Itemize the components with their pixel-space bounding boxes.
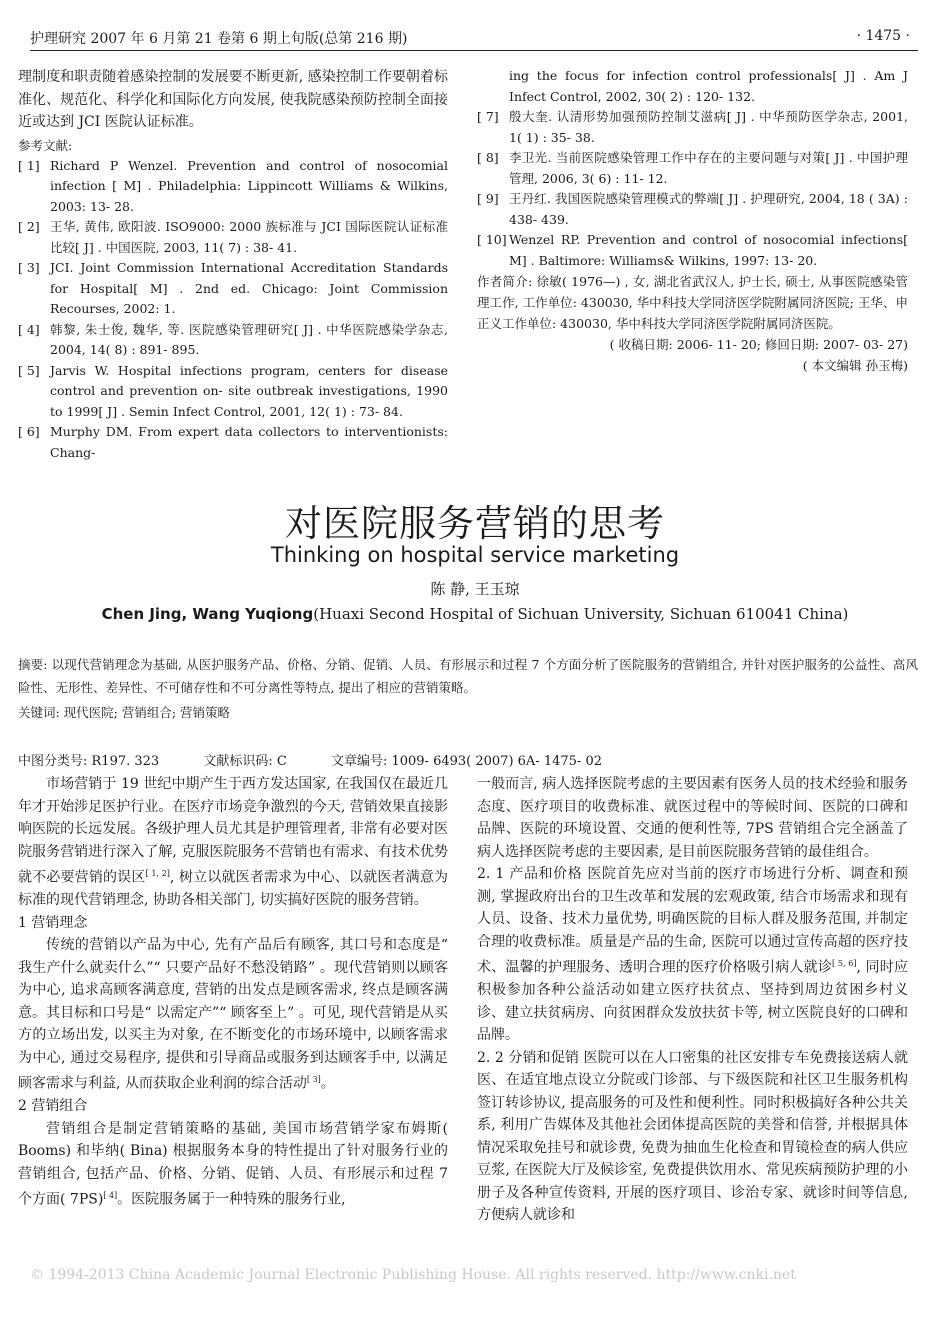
clc-number: 中图分类号: R197. 323 [18, 754, 160, 769]
editor-note: ( 本文编辑 孙玉梅) [802, 358, 908, 373]
received-dates: ( 收稿日期: 2006- 11- 20; 修回日期: 2007- 03- 27) [609, 337, 908, 352]
article-title-cn: 对医院服务营销的思考 [285, 502, 665, 545]
reference-item [477, 230, 908, 271]
reference-text: Richard P Wenzel. Prevention and control of nosocomial infection [ M] . Philadelphia: Lippincott Williams & Wilkins, 2003: 13- 28. [50, 157, 448, 214]
reference-text: ing the focus for infection control professionals[ J] . Am J Infect Control, 2002, 30( 2) : 120- 132. [509, 68, 908, 104]
reference-number: [ 1] [18, 157, 40, 173]
reference-number: [ 9] [477, 191, 499, 206]
paragraph [477, 863, 908, 1047]
reference-item [18, 361, 448, 423]
page-number: · 1475 · [856, 28, 910, 44]
abstract: 摘要: 以现代营销理念为基础, 从医护服务产品、价格、分销、促销、人员、有形展示和过程 7 个方面分析了医院服务的营销组合, 并针对医护服务的公益性、高风险性、无形性、差异性、不可储存性和不可分离性等特点, 提出了相应的营销策略。 [18, 657, 918, 695]
paragraph-text: 2. 1 产品和价格 医院首先应对当前的医疗市场进行分析、调查和预测, 掌握政府出台的卫生改革和发展的宏观政策, 结合市场需求和现有人员、设备、技术力量优势, 明确医院的目标人群及服务范围, 并制定合理的收费标准。质量是产品的生命, 医院可以通过宣传高超的医疗技术、温馨的护理服务、透明合理的医疗价格吸引病人就诊 [477, 866, 908, 976]
copyright-watermark: © 1994-2013 China Academic Journal Electronic Publishing House. All rights reserved. http://www.cnki.net [30, 1267, 796, 1283]
journal-header: 护理研究 2007 年 6 月第 21 卷第 6 期上旬版(总第 216 期) [30, 31, 408, 47]
article-title-en: Thinking on hospital service marketing [270, 543, 680, 567]
header-rule [30, 50, 918, 51]
body-right-column [477, 773, 908, 1227]
reference-item [18, 320, 448, 361]
reference-item [18, 422, 448, 463]
prev-article-right [477, 66, 908, 376]
reference-text: JCI. Joint Commission International Accreditation Standards for Hospital[ M] . 2nd ed. Chicago: Joint Commission Recourses, 2002: 1. [50, 260, 448, 316]
reference-number: [ 8] [477, 150, 499, 165]
authors-cn: 陈 静, 王玉琼 [430, 580, 520, 598]
body-left-column [18, 773, 448, 1211]
reference-text: 李卫光. 当前医院感染管理工作中存在的主要问题与对策[ J] . 中国护理管理, 2006, 3( 6) : 11- 12. [509, 150, 908, 186]
reference-continuation [477, 66, 908, 107]
paragraph [18, 773, 448, 912]
reference-item [477, 107, 908, 148]
reference-number: [ 3] [18, 260, 40, 275]
paragraph: 2. 2 分销和促销 医院可以在人口密集的社区安排专车免费接送病人就医、在适宜地点设立分院或门诊部、与下级医院和社区卫生服务机构签订转诊协议, 提高服务的可及性和便利性。同时积极搞好各种公共关系, 利用广告媒体及其他社会团体提高医院的美誉和信誉, 并根据具体情况采取免挂号和就诊费, 免费为抽血生化检查和胃镜检查的病人供应豆浆, 在医院大厅及候诊室, 免费提供饮用水、常见疾病预防护理的小册子及各种宣传资料, 开展的医疗项目、诊治专家、就诊时间等信息, 方便病人就诊和 [477, 1049, 908, 1224]
reference-text: Wenzel RP. Prevention and control of nosocomial infections[ M] . Baltimore: Williams& Wilkins, 1997: 13- 20. [509, 232, 908, 268]
document-code: 文献标识码: C [203, 754, 287, 769]
reference-number: [ 6] [18, 424, 40, 439]
paragraph: 一般而言, 病人选择医院考虑的主要因素有医务人员的技术经验和服务态度、医疗项目的收费标准、就医过程中的等候时间、医院的口碑和品牌、医院的环境设置、交通的便利性等, 7PS 营销组合完全涵盖了病人选择医院考虑的主要因素, 是目前医院服务营销的最佳组合。 [477, 776, 908, 860]
prev-article-tail: 理制度和职责随着感染控制的发展要不断更新, 感染控制工作要朝着标准化、规范化、科学化和国际化方向发展, 使我院感染预防控制全面接近或达到 JCI 医院认证标准。 [18, 69, 448, 130]
authors-affiliation [0, 605, 950, 623]
reference-number: [ 7] [477, 109, 499, 124]
paragraph-text: 传统的营销以产品为中心, 先有产品后有顾客, 其口号和态度是“ 我生产什么就卖什么”“ 只要产品好不愁没销路” 。现代营销则以顾客为中心, 追求高顾客满意度, 营销的出发点是顾客需求, 终点是顾客满意。其目标和口号是“ 以需定产”“ 顾客至上” 。可见, 现代营销是从买方的立场出发, 以买主为对象, 在不断变化的市场环境中, 以顾客需求为中心, 通过交易程序, 提供和引导商品或服务到达顾客手中, 以满足顾客需求与利益, 从而获取企业利润的综合活动 [18, 937, 448, 1092]
reference-number: [ 5] [18, 362, 40, 378]
authors-en: Chen Jing, Wang Yuqiong [101, 605, 314, 623]
reference-text: Murphy DM. From expert data collectors to interventionists: Chang- [50, 424, 448, 460]
paragraph-text: , 树立以就医者需求为中心、以就医者满意为标准的现代营销理念, 协助各相关部门, 切实搞好医院的服务营销。 [18, 869, 448, 909]
reference-number: [ 2] [18, 219, 40, 234]
reference-item [18, 156, 448, 218]
reference-item [18, 217, 448, 258]
reference-text: Jarvis W. Hospital infections program, centers for disease control and prevention on- site outbreak investigations, 1990 to 1999[ J] . Semin Infect Control, 2001, 12( 1) : 73- 84. [50, 362, 448, 419]
affiliation: (Huaxi Second Hospital of Sichuan University, Sichuan 610041 China) [313, 605, 849, 623]
reference-item [477, 189, 908, 230]
reference-text: 王华, 黄伟, 欧阳波. ISO9000: 2000 族标准与 JCI 国际医院认证标准比较[ J] . 中国医院, 2003, 11( 7) : 38- 41. [50, 219, 448, 255]
section-heading: 2 营销组合 [18, 1098, 88, 1115]
keywords: 关键词: 现代医院; 营销组合; 营销策略 [18, 705, 231, 720]
citation: [ 3] [306, 1075, 321, 1085]
paragraph-text: , 同时应积极参加各种公益活动如建立医疗扶贫点、坚持到周边贫困乡村义诊、建立扶贫病房、向贫困群众发放扶贫卡等, 树立医院良好的口碑和品牌。 [477, 959, 908, 1044]
reference-text: 韩黎, 朱士俊, 魏华, 等. 医院感染管理研究[ J] . 中华医院感染学杂志, 2004, 14( 8) : 891- 895. [50, 321, 448, 357]
paragraph-text: 市场营销于 19 世纪中期产生于西方发达国家, 在我国仅在最近几年才开始涉足医护行业。在医疗市场竞争激烈的今天, 营销效果直接影响医院的长远发展。各级护理人员尤其是护理管理者, 非常有必要对医院服务营销进行深入了解, 克服医院服务不营销也有需求、有技术优势就不必要营销的误区 [18, 776, 448, 886]
reference-number: [ 4] [18, 321, 40, 337]
reference-number: [ 10] [477, 232, 507, 247]
citation: [ 4] [103, 1191, 118, 1201]
paragraph-text: 。 [320, 1075, 335, 1092]
reference-item [18, 258, 448, 320]
author-bio: 作者简介: 徐敏( 1976—) , 女, 湖北省武汉人, 护士长, 硕士, 从事医院感染管理工作, 工作单位: 430030, 华中科技大学同济医学院附属同济医院; 王华、申正义工作单位: 430030, 华中科技大学同济医学院附属同济医院。 [477, 274, 908, 331]
citation: [ 1, 2] [145, 869, 170, 878]
section-heading: 1 营销理念 [18, 914, 88, 931]
prev-article-left [18, 66, 448, 463]
article-number: 文章编号: 1009- 6493( 2007) 6A- 1475- 02 [330, 754, 602, 769]
reference-item [477, 148, 908, 189]
paragraph-text: 。医院服务属于一种特殊的服务行业, [117, 1191, 346, 1208]
paragraph [18, 934, 448, 1095]
reference-text: 殷大奎. 认清形势加强预防控制艾滋病[ J] . 中华预防医学杂志, 2001, 1( 1) : 35- 38. [509, 109, 908, 145]
classification-line [18, 750, 642, 769]
paragraph [18, 1118, 448, 1212]
refs-heading: 参考文献: [18, 137, 73, 153]
citation: [ 5, 6] [832, 959, 857, 968]
paragraph-text: 营销组合是制定营销策略的基础, 美国市场营销学家布姆斯( Booms) 和毕纳( Bina) 根据服务本身的特性提出了针对服务行业的营销组合, 包括产品、价格、分销、促销、人员、有形展示和过程 7 个方面( 7PS) [18, 1120, 448, 1208]
reference-text: 王丹红. 我国医院感染管理模式的弊端[ J] . 护理研究, 2004, 18 ( 3A) : 438- 439. [509, 191, 908, 227]
